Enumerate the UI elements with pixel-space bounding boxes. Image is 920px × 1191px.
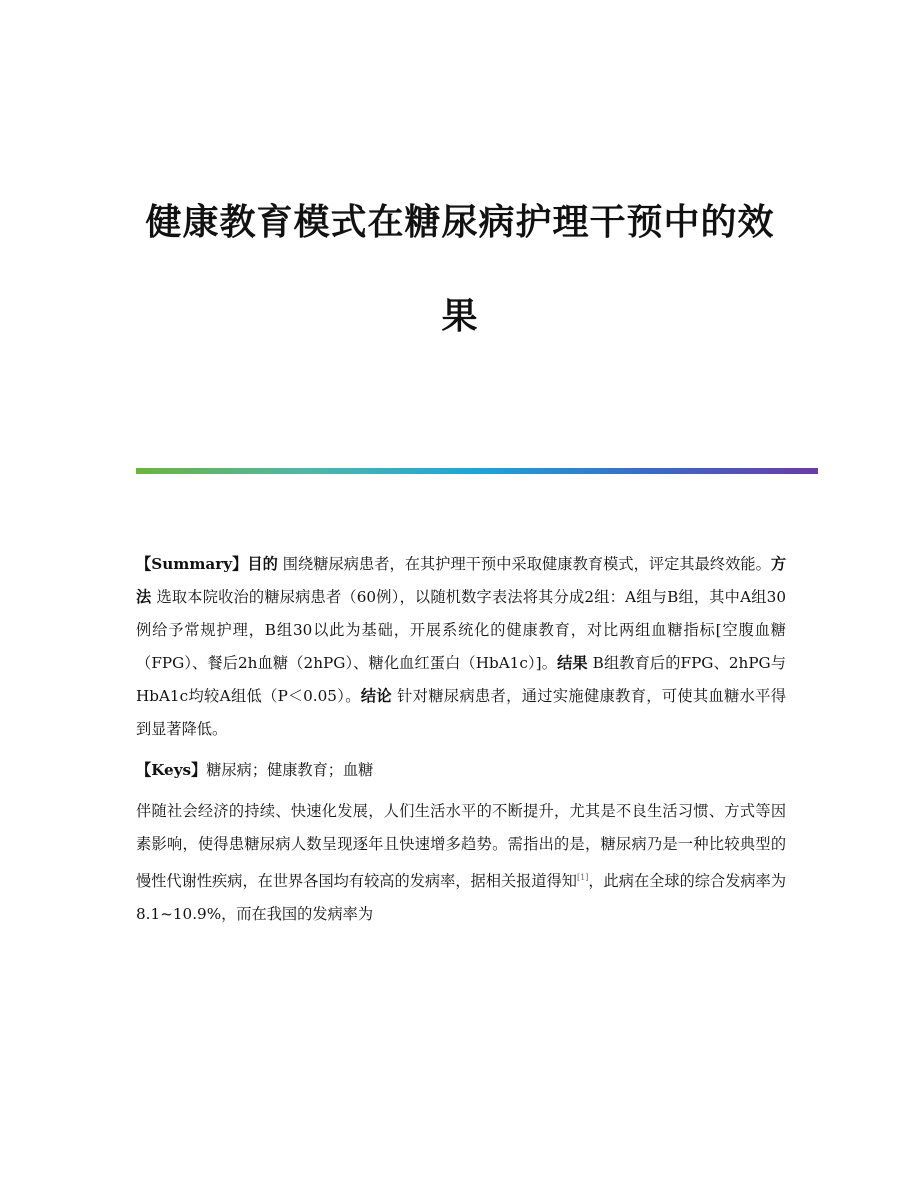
summary-paragraph bbox=[136, 548, 786, 746]
document-title bbox=[120, 200, 800, 340]
keys-paragraph bbox=[136, 754, 786, 787]
keys-label: 【Keys】 bbox=[136, 761, 207, 779]
intro-text-2: ，此病在全球的综合发病率为8.1~10.9%，而在我国的发病率为 bbox=[136, 872, 787, 924]
summary-label: 【Summary】 bbox=[136, 555, 248, 573]
intro-text-1: 伴随社会经济的持续、快速化发展，人们生活水平的不断提升，尤其是不良生活习惯、方式等因素影响，使得患糖尿病人数呈现逐年且快速增多趋势。需指出的是，糖尿病乃是一种比较典型的慢性代谢性疾病，在世界各国均有较高的发病率，据相关报道得知 bbox=[136, 802, 786, 891]
intro-paragraph bbox=[136, 795, 786, 931]
document-body bbox=[136, 548, 786, 931]
title-line-2: 果 bbox=[441, 296, 479, 337]
keys-text: 糖尿病；健康教育；血糖 bbox=[206, 761, 374, 779]
purpose-label: 目的 bbox=[247, 555, 278, 573]
purpose-text: 围绕糖尿病患者，在其护理干预中采取健康教育模式，评定其最终效能。 bbox=[277, 555, 771, 573]
conclusion-label: 结论 bbox=[360, 687, 392, 705]
result-label: 结果 bbox=[557, 654, 588, 672]
method-text: 选取本院收治的糖尿病患者（60例），以随机数字表法将其分成2组：A组与B组，其中A组30例给予常规护理，B组30以此为基础，开展系统化的健康教育，对比两组血糖指标[空腹血糖（FPG）、餐后2h血糖（2hPG）、糖化血红蛋白（HbA1c）]。 bbox=[136, 588, 787, 672]
gradient-divider bbox=[136, 468, 818, 474]
reference-marker: [1] bbox=[576, 873, 589, 882]
conclusion-text: 针对糖尿病患者，通过实施健康教育，可使其血糖水平得到显著降低。 bbox=[136, 687, 787, 738]
result-text: B组教育后的FPG、2hPG与HbA1c均较A组低（P＜0.05）。 bbox=[136, 654, 786, 705]
method-label: 方法 bbox=[136, 555, 787, 606]
title-line-1: 健康教育模式在糖尿病护理干预中的效 bbox=[145, 202, 775, 243]
